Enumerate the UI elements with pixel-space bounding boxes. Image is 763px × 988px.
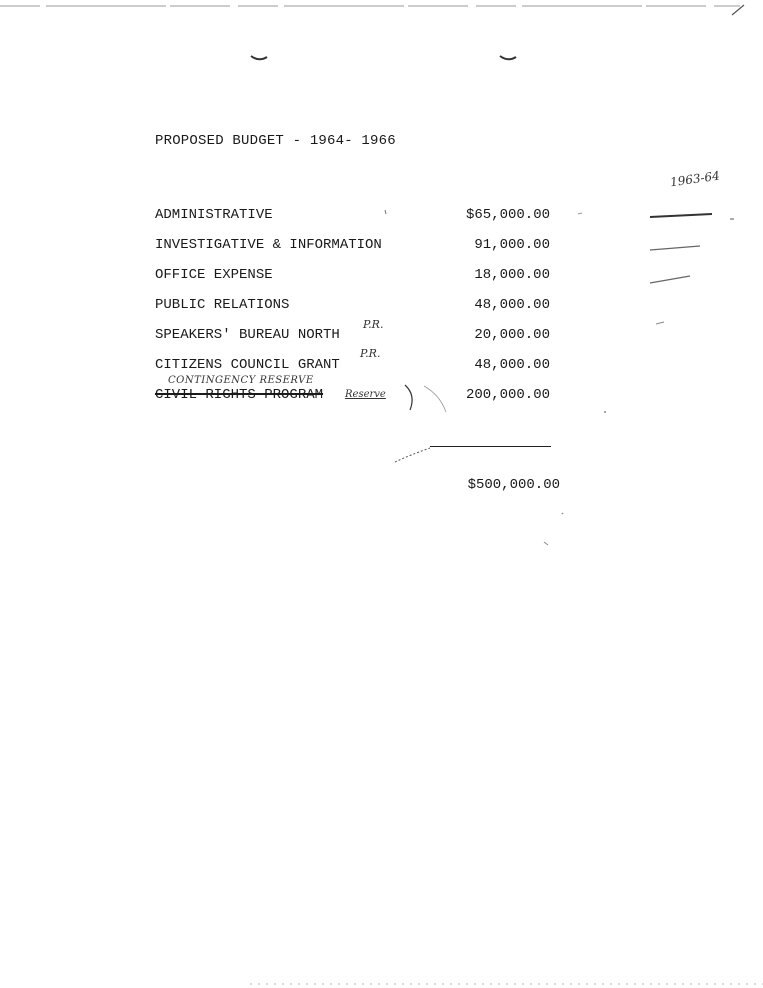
budget-row-amount: 200,000.00 <box>465 387 550 403</box>
budget-total: $500,000.00 <box>467 477 560 493</box>
budget-row-label: INVESTIGATIVE & INFORMATION <box>155 237 382 253</box>
budget-row-amount: 18,000.00 <box>474 267 550 283</box>
budget-row-amount: 48,000.00 <box>474 357 550 373</box>
budget-row-label: ADMINISTRATIVE <box>155 207 273 223</box>
budget-row-investigative <box>155 237 565 257</box>
budget-row-label: CIVIL RIGHTS PROGRAM <box>155 387 324 403</box>
budget-row-administrative <box>155 207 565 227</box>
document-title: PROPOSED BUDGET - 1964- 1966 <box>155 133 396 149</box>
handwritten-contingency-note: CONTINGENCY RESERVE <box>168 375 314 386</box>
budget-row-amount: 91,000.00 <box>474 237 550 253</box>
budget-row-label: PUBLIC RELATIONS <box>155 297 290 313</box>
budget-row-amount: 48,000.00 <box>474 297 550 313</box>
budget-row-speakers-bureau <box>155 327 565 347</box>
budget-row-label: SPEAKERS' BUREAU NORTH <box>155 327 340 343</box>
handwritten-reserve-note: Reserve <box>345 389 386 400</box>
budget-row-label: OFFICE EXPENSE <box>155 267 273 283</box>
budget-row-label: CITIZENS COUNCIL GRANT <box>155 357 340 373</box>
budget-row-amount: 20,000.00 <box>474 327 550 343</box>
margin-note-year: 1963-64 <box>669 168 721 190</box>
total-rule <box>430 446 551 447</box>
handwritten-pr-note: P.R. <box>360 347 381 360</box>
budget-row-amount: $65,000.00 <box>465 207 550 223</box>
budget-row-citizens-council <box>155 357 565 377</box>
handwritten-pr-note: P.R. <box>363 318 384 331</box>
budget-row-office-expense <box>155 267 565 287</box>
budget-row-public-relations <box>155 297 565 317</box>
